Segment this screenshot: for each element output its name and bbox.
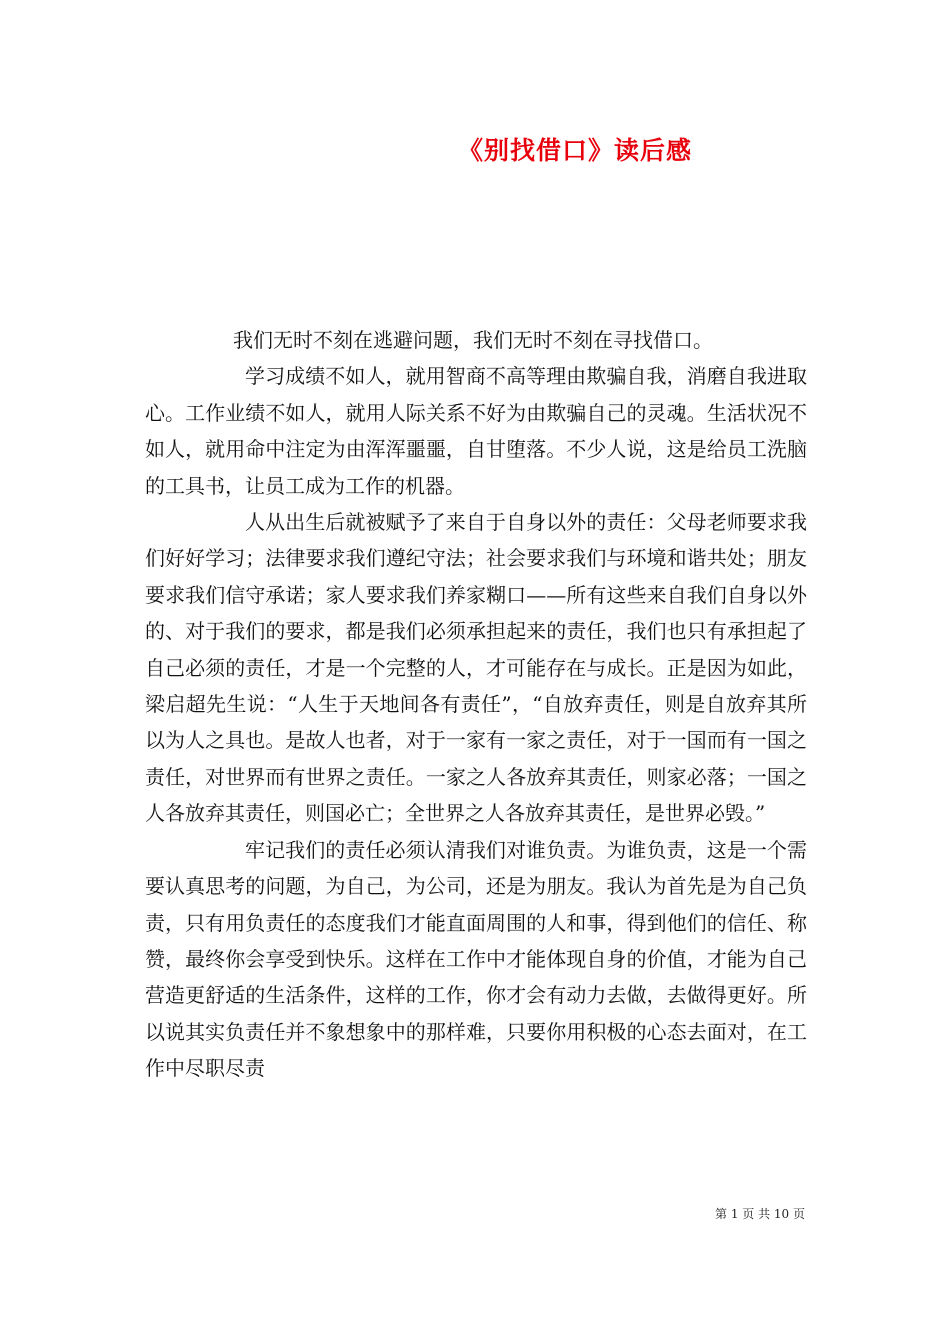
document-body: [145, 322, 807, 1087]
paragraph-1: 我们无时不刻在逃避问题，我们无时不刻在寻找借口。: [233, 328, 713, 352]
page-number-footer: 第 1 页 共 10 页: [715, 1207, 805, 1221]
paragraph-2: 学习成绩不如人，就用智商不高等理由欺骗自我，消磨自我进取心。工作业绩不如人，就用人际关系不好为由欺骗自己的灵魂。生活状况不如人，就用命中注定为由浑浑噩噩，自甘堕落。不少人说，这是给员工洗脑的工具书，让员工成为工作的机器。: [145, 364, 807, 498]
paragraph-3: 人从出生后就被赋予了来自于自身以外的责任：父母老师要求我们好好学习；法律要求我们遵纪守法；社会要求我们与环境和谐共处；朋友要求我们信守承诺；家人要求我们养家糊口——所有这些来自我们自身以外的、对于我们的要求，都是我们必须承担起来的责任，我们也只有承担起了自己必须的责任，才是一个完整的人，才可能存在与成长。正是因为如此，梁启超先生说：“人生于天地间各有责任”，“自放弃责任，则是自放弃其所以为人之具也。是故人也者，对于一家有一家之责任，对于一国而有一国之责任，对世界而有世界之责任。一家之人各放弃其责任，则家必落；一国之人各放弃其责任，则国必亡；全世界之人各放弃其责任，是世界必毁。”: [145, 510, 807, 826]
document-title: 《别找借口》读后感: [457, 136, 692, 165]
paragraph-4: 牢记我们的责任必须认清我们对谁负责。为谁负责，这是一个需要认真思考的问题，为自己，为公司，还是为朋友。我认为首先是为自己负责，只有用负责任的态度我们才能直面周围的人和事，得到他们的信任、称赞，最终你会享受到快乐。这样在工作中才能体现自身的价值，才能为自己营造更舒适的生活条件，这样的工作，你才会有动力去做，去做得更好。所以说其实负责任并不象想象中的那样难，只要你用积极的心态去面对，在工作中尽职尽责: [145, 837, 807, 1081]
